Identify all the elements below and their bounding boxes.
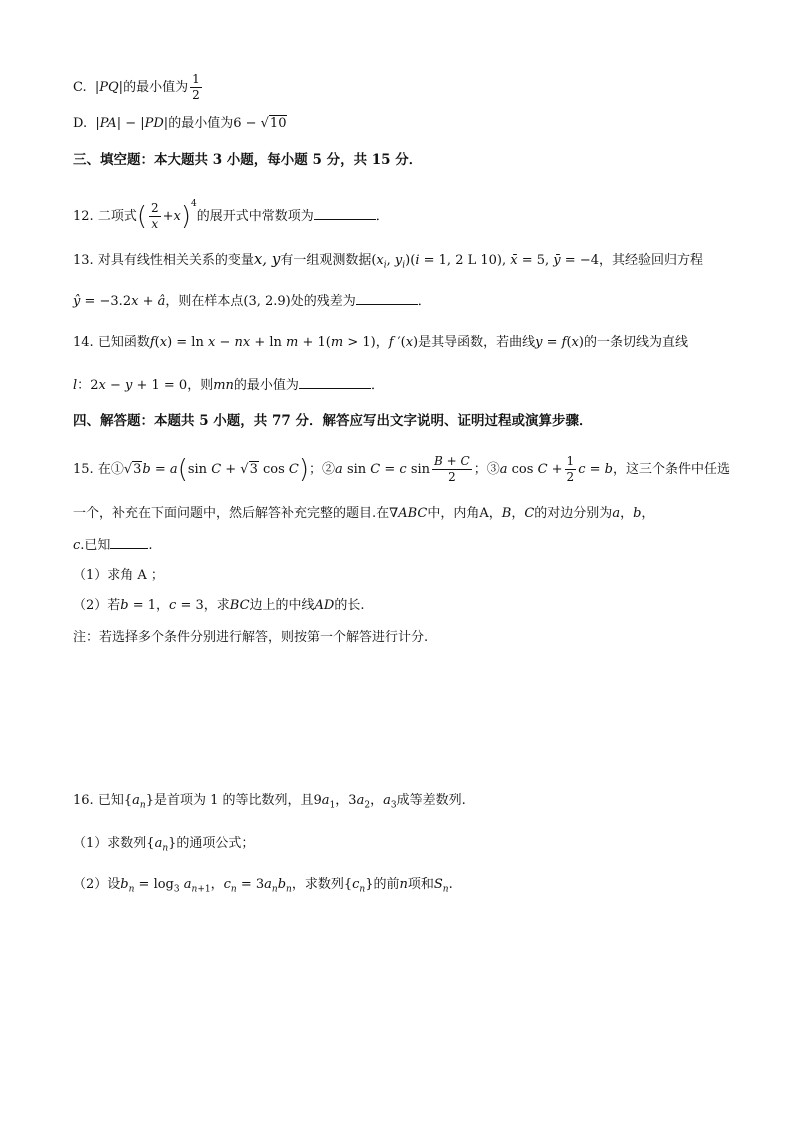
question-13-line-2: ŷ = −3.2x + â，则在样本点(3, 2.9)处的残差为 ． [73,290,431,312]
question-12: 12. 二项式( $\frac{2}{x}$ +x)$^4$的展开式中常数项为 ． [73,199,389,232]
answer-blank [110,534,148,549]
question-14-line-2: l：2x − y + 1 = 0，则mn的最小值为 ． [73,374,384,396]
answer-blank [299,374,371,389]
question-15-line-2: 一个，补充在下面问题中，然后解答补充完整的题目.在∇ABC中，内角A，B，C的对边分别为a，b， [73,506,655,521]
question-16-part-2: （2）设$b_n = \log_3 a_{n+1}$，$c_n = 3a_nb_n$，求数列$\{c_n\}$的前n项和$S_n$. [73,877,453,895]
question-13-line-1: 13. 对具有线性相关关系的变量x, y有一组观测数据($x_i$, $y_i)(i = 1$, 2 L 10), x̄ = 5, ȳ = −4，其经验回归方程 [73,250,703,271]
question-14-line-1: 14. 已知函数f(x) = ln x − nx + ln m + 1(m > 1)，f ′(x)是其导函数，若曲线y = f(x)的一条切线为直线 [73,335,688,350]
option-c: C. |PQ|的最小值为 $\frac{1}{2}$ [73,72,200,102]
option-text: 的最小值为 [168,116,234,131]
question-15-part-2: （2）若b = 1，c = 3，求BC边上的中线AD的长. [73,598,365,613]
answer-blank [314,205,376,220]
answer-blank [356,290,418,305]
question-15-note: 注：若选择多个条件分别进行解答，则按第一个解答进行计分. [73,630,429,645]
option-label: C. [73,80,87,95]
question-number: 15. [73,462,94,477]
option-text: 的最小值为 [123,80,189,95]
question-16-part-1: （1）求数列$\{a_n\}$的通项公式； [73,836,255,854]
question-15-line-3: c.已知 . [73,534,153,556]
option-d: D. |PA| − |PD|的最小值为6 − √10 [73,116,287,131]
question-number: 12. [73,209,94,224]
question-number: 13. [73,253,94,268]
question-15-line-1: 15. 在①√3b = a(sin C + √3 cos C)；②a sin C = c sin $\frac{B + C}{2}$ ；③a cos C + $\frac{1}{2}$ c = b，这三个条件中任选 [73,454,730,485]
section-heading-3: 三、填空题：本大题共 3 小题，每小题 5 分，共 15 分． [73,152,423,168]
question-number: 14. [73,335,94,350]
option-label: D. [73,116,88,131]
section-heading-4: 四、解答题：本题共 5 小题，共 77 分．解答应写出文字说明、证明过程或演算步骤． [73,413,593,429]
question-number: 16. [73,793,94,808]
question-15-part-1: （1）求角 A ； [73,568,164,583]
question-16-line-1: 16. 已知$\{a_n\}$是首项为 1 的等比数列，且$9a_1$，$3a_2$，$a_3$成等差数列. [73,793,466,811]
